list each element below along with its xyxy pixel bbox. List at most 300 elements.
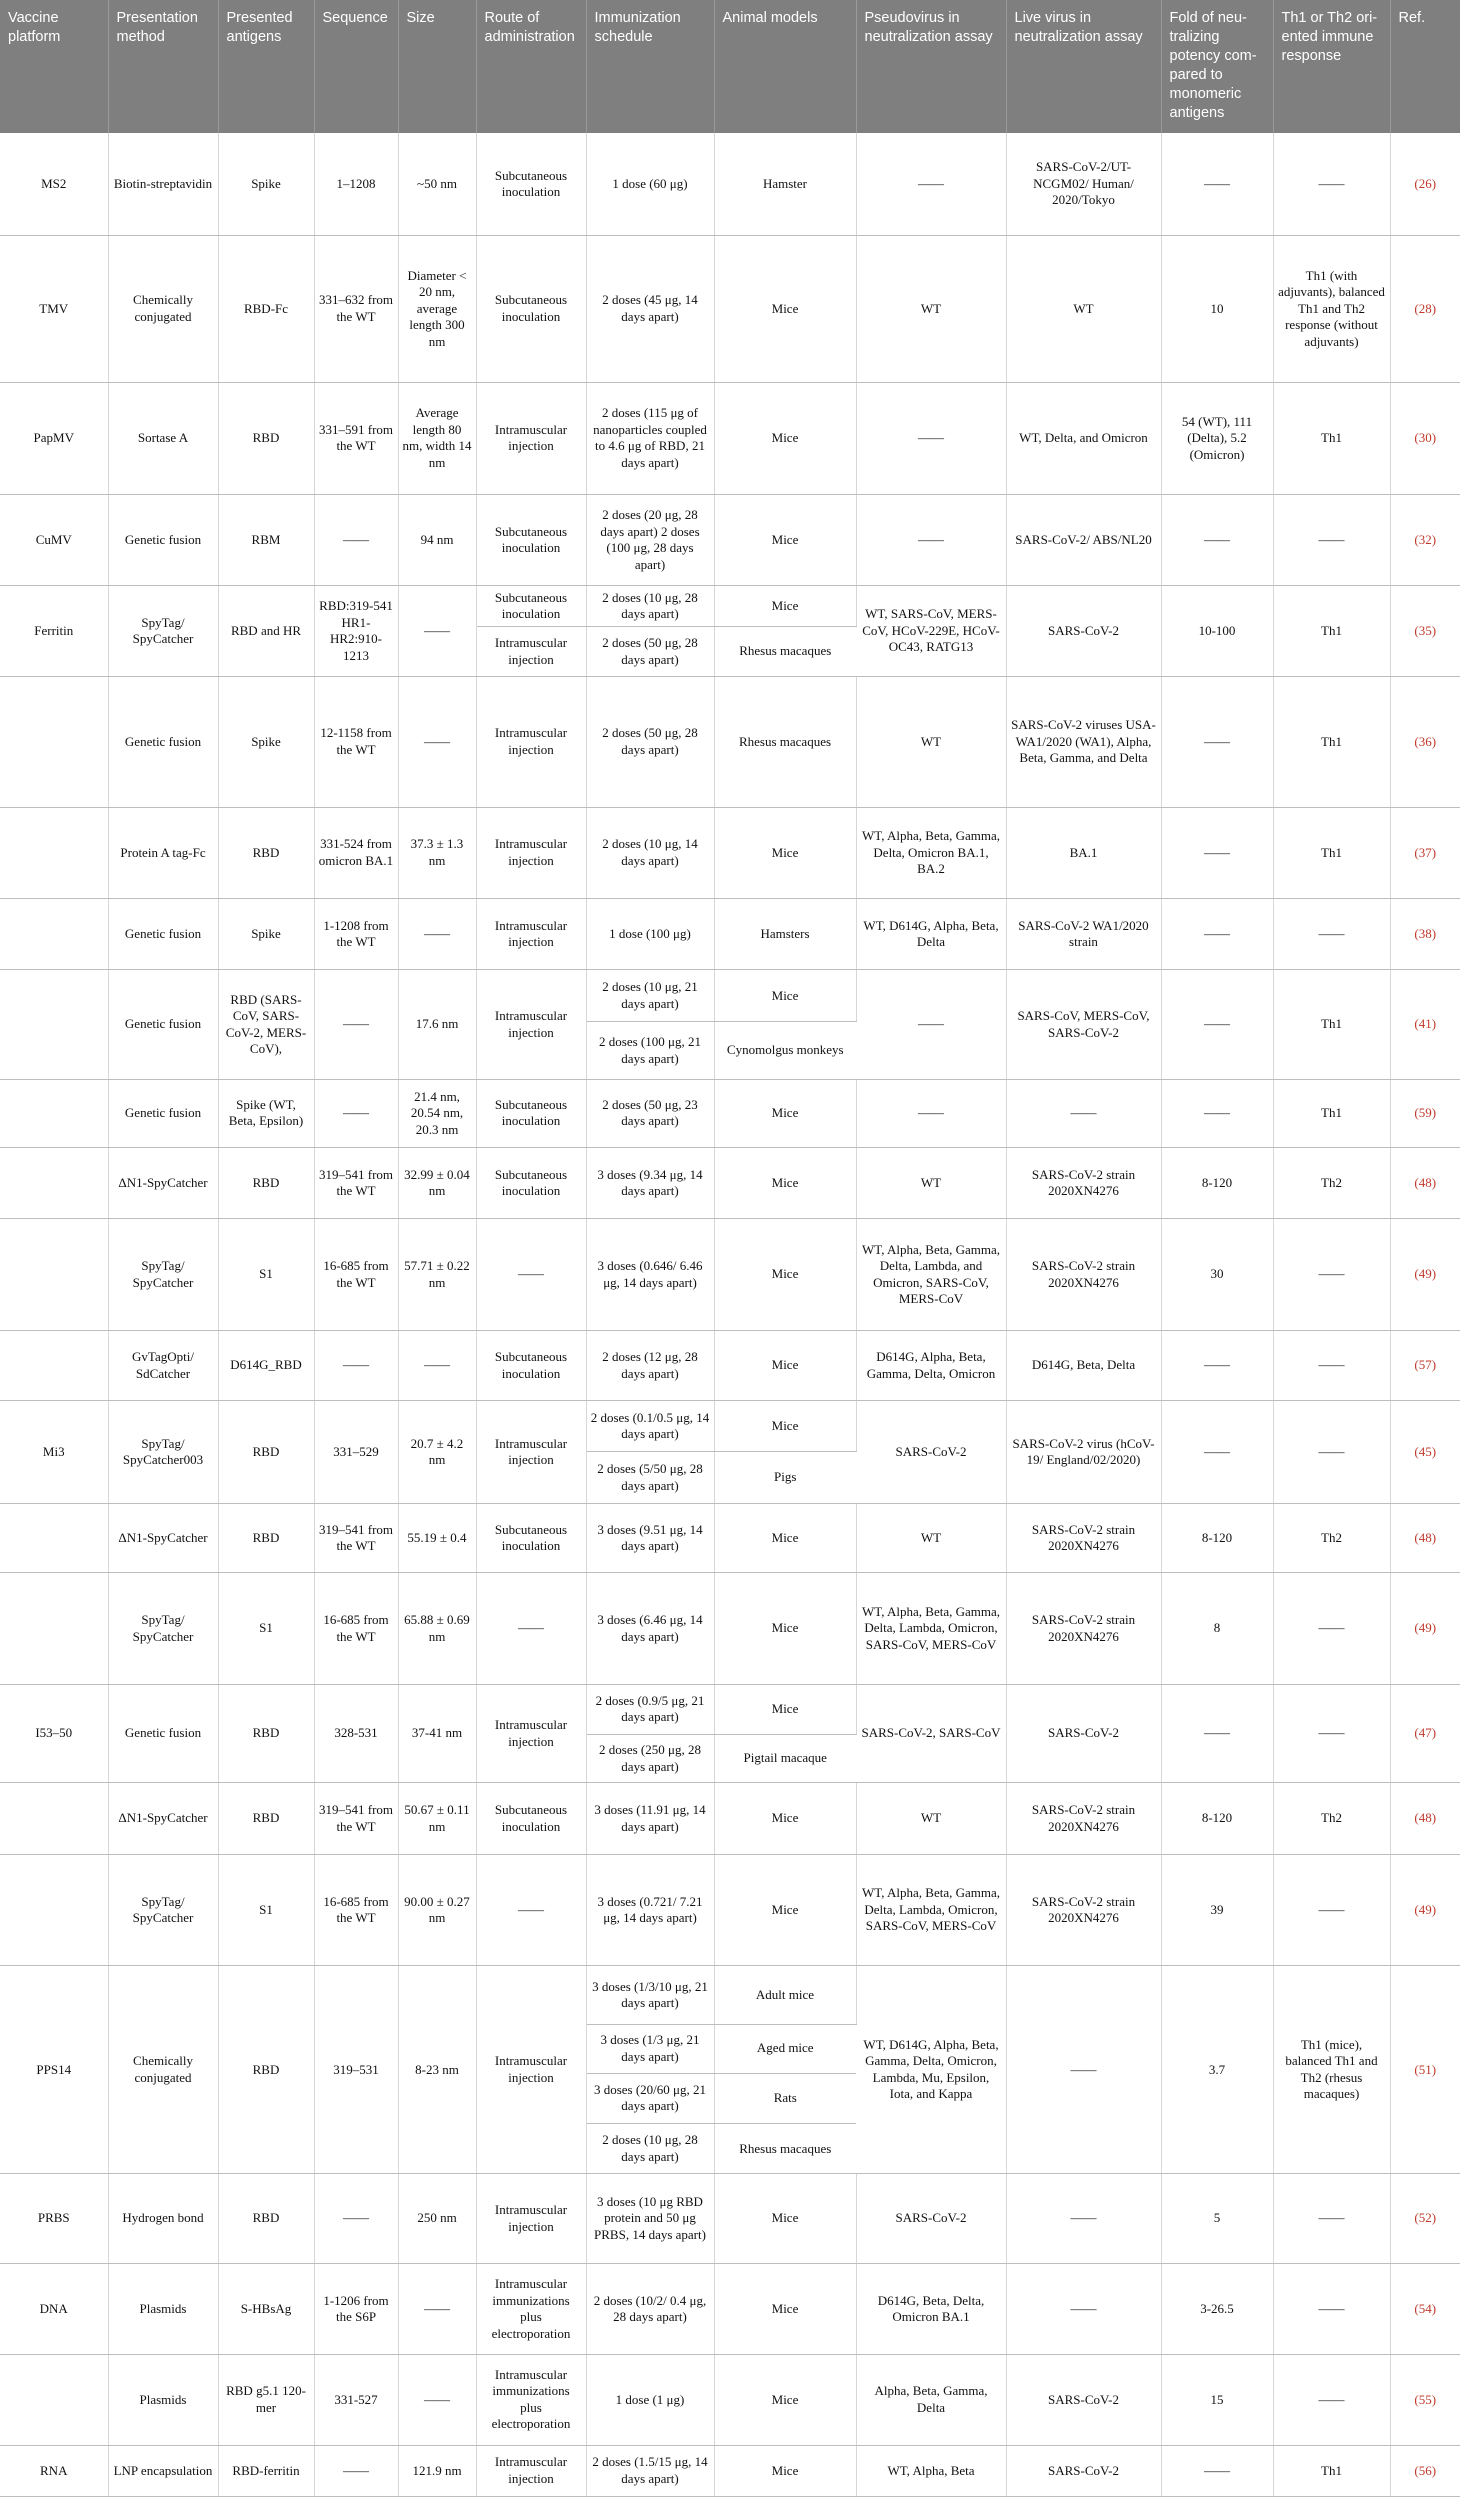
table-cell: 3-26.5 [1161, 2264, 1273, 2355]
table-cell: Th2 [1273, 1147, 1390, 1218]
table-cell: Spike [218, 676, 314, 807]
table-cell: Subcutaneous inoculation [476, 586, 586, 627]
ref-cell: (56) [1390, 2445, 1460, 2496]
table-cell: —— [856, 133, 1006, 236]
table-cell: Protein A tag-Fc [108, 807, 218, 898]
table-cell: —— [476, 1573, 586, 1685]
table-cell: WT [1006, 236, 1161, 382]
table-cell: —— [1273, 1684, 1390, 1783]
table-cell: —— [1161, 1401, 1273, 1504]
table-cell: Th1 [1273, 676, 1390, 807]
ref-cell: (59) [1390, 1079, 1460, 1147]
table-cell: SARS-CoV-2 [856, 1401, 1006, 1504]
table-cell: 2 doses (20 μg, 28 days apart) 2 doses (100 μg, 28 days apart) [586, 495, 714, 586]
table-cell: ~50 nm [398, 133, 476, 236]
table-cell: Cynomolgus monkeys [714, 1022, 856, 1079]
table-cell: Sortase A [108, 382, 218, 495]
table-cell: 2 doses (0.1/0.5 μg, 14 days apart) [586, 1401, 714, 1452]
table-cell: 2 doses (250 μg, 28 days apart) [586, 1734, 714, 1783]
header-immune-response: Th1 or Th2 ori-ented immune response [1273, 0, 1390, 133]
table-cell [0, 676, 108, 807]
table-cell: Th1 [1273, 1079, 1390, 1147]
table-cell [0, 1219, 108, 1331]
table-cell: SARS-CoV-2 [1006, 2355, 1161, 2446]
table-row [0, 676, 1460, 807]
header-presented-antigens: Presented antigens [218, 0, 314, 133]
table-cell: —— [1273, 495, 1390, 586]
table-cell: —— [1006, 1966, 1161, 2174]
table-cell: RBM [218, 495, 314, 586]
table-cell: Intramuscular injection [476, 1684, 586, 1783]
table-row [0, 1684, 1460, 1734]
table-cell: RBD [218, 382, 314, 495]
header-size: Size [398, 0, 476, 133]
table-cell: Mice [714, 1854, 856, 1966]
ref-cell: (57) [1390, 1330, 1460, 1400]
table-cell: 2 doses (50 μg, 23 days apart) [586, 1079, 714, 1147]
table-cell: 2 doses (0.9/5 μg, 21 days apart) [586, 1684, 714, 1734]
table-cell: 319–531 [314, 1966, 398, 2174]
table-cell: 1 dose (100 μg) [586, 898, 714, 969]
table-cell: Genetic fusion [108, 1079, 218, 1147]
table-cell: 94 nm [398, 495, 476, 586]
table-cell: Mice [714, 1330, 856, 1400]
ref-cell: (51) [1390, 1966, 1460, 2174]
table-cell: 3 doses (20/60 μg, 21 days apart) [586, 2073, 714, 2124]
table-cell: PapMV [0, 382, 108, 495]
table-cell: Spike [218, 898, 314, 969]
table-cell: D614G, Alpha, Beta, Gamma, Delta, Omicron [856, 1330, 1006, 1400]
table-cell: Ferritin [0, 586, 108, 677]
table-cell: —— [856, 382, 1006, 495]
table-cell: 55.19 ± 0.4 [398, 1504, 476, 1573]
table-cell [0, 1147, 108, 1218]
table-cell: —— [398, 898, 476, 969]
table-row [0, 1966, 1460, 2024]
table-cell: —— [1161, 807, 1273, 898]
table-cell: RBD:319-541 HR1-HR2:910-1213 [314, 586, 398, 677]
table-cell: Plasmids [108, 2355, 218, 2446]
table-row [0, 1079, 1460, 1147]
table-cell: S1 [218, 1854, 314, 1966]
table-cell: Biotin-streptavidin [108, 133, 218, 236]
table-cell: 2 doses (115 μg of nanoparticles coupled to 4.6 μg of RBD, 21 days apart) [586, 382, 714, 495]
table-cell: Th1 [1273, 2445, 1390, 2496]
header-sequence: Sequence [314, 0, 398, 133]
table-cell: ΔN1-SpyCatcher [108, 1147, 218, 1218]
table-cell: Mice [714, 1219, 856, 1331]
table-cell: 2 doses (1.5/15 μg, 14 days apart) [586, 2445, 714, 2496]
table-cell: WT [856, 236, 1006, 382]
table-cell: Mice [714, 236, 856, 382]
table-cell: WT, SARS-CoV, MERS-CoV, HCoV-229E, HCoV-OC43, RATG13 [856, 586, 1006, 677]
table-cell: Mice [714, 495, 856, 586]
table-cell: Pigtail macaque [714, 1734, 856, 1783]
table-cell: CuMV [0, 495, 108, 586]
table-row [0, 1401, 1460, 1452]
table-cell: —— [398, 1330, 476, 1400]
table-cell: 10-100 [1161, 586, 1273, 677]
ref-cell: (48) [1390, 1504, 1460, 1573]
table-row [0, 2445, 1460, 2496]
table-cell: SARS-CoV-2 strain 2020XN4276 [1006, 1219, 1161, 1331]
table-cell: SpyTag/ SpyCatcher [108, 1854, 218, 1966]
table-cell: Mice [714, 586, 856, 627]
table-cell: 39 [1161, 1854, 1273, 1966]
table-cell: SARS-CoV-2 strain 2020XN4276 [1006, 1573, 1161, 1685]
table-cell: —— [1273, 2174, 1390, 2264]
table-cell: 90.00 ± 0.27 nm [398, 1854, 476, 1966]
table-cell: Mice [714, 1684, 856, 1734]
table-cell: 2 doses (50 μg, 28 days apart) [586, 676, 714, 807]
table-cell: DNA [0, 2264, 108, 2355]
table-cell: SARS-CoV-2, SARS-CoV [856, 1684, 1006, 1783]
table-cell: RBD [218, 1684, 314, 1783]
ref-cell: (49) [1390, 1573, 1460, 1685]
ref-cell: (55) [1390, 2355, 1460, 2446]
table-cell: SpyTag/ SpyCatcher [108, 1573, 218, 1685]
header-pseudovirus: Pseudovirus in neutralization assay [856, 0, 1006, 133]
table-cell: SARS-CoV-2 strain 2020XN4276 [1006, 1147, 1161, 1218]
table-cell: Alpha, Beta, Gamma, Delta [856, 2355, 1006, 2446]
table-cell: —— [1006, 1079, 1161, 1147]
table-cell: S1 [218, 1219, 314, 1331]
table-cell: 3 doses (11.91 μg, 14 days apart) [586, 1783, 714, 1854]
table-cell: 30 [1161, 1219, 1273, 1331]
table-cell: 331–591 from the WT [314, 382, 398, 495]
table-cell: Subcutaneous inoculation [476, 1783, 586, 1854]
table-cell: SARS-CoV-2 WA1/2020 strain [1006, 898, 1161, 969]
table-cell: 2 doses (5/50 μg, 28 days apart) [586, 1452, 714, 1504]
table-cell: Rats [714, 2073, 856, 2124]
table-cell: —— [1273, 1573, 1390, 1685]
table-cell: RBD [218, 1504, 314, 1573]
table-cell: Intramuscular injection [476, 1966, 586, 2174]
table-cell: D614G, Beta, Delta, Omicron BA.1 [856, 2264, 1006, 2355]
table-cell: —— [398, 586, 476, 677]
table-cell: RBD [218, 1401, 314, 1504]
table-cell: Th2 [1273, 1783, 1390, 1854]
table-cell: 1-1208 from the WT [314, 898, 398, 969]
table-cell [0, 1783, 108, 1854]
table-cell: RBD [218, 1783, 314, 1854]
table-cell: —— [1161, 2445, 1273, 2496]
table-cell: D614G_RBD [218, 1330, 314, 1400]
ref-cell: (48) [1390, 1783, 1460, 1854]
table-row [0, 586, 1460, 627]
table-cell: —— [1161, 970, 1273, 1079]
table-cell: Hamster [714, 133, 856, 236]
table-cell [0, 1854, 108, 1966]
table-cell: Th2 [1273, 1504, 1390, 1573]
table-cell: WT, Alpha, Beta, Gamma, Delta, Lambda, Omicron, SARS-CoV, MERS-CoV [856, 1573, 1006, 1685]
ref-cell: (37) [1390, 807, 1460, 898]
table-cell: —— [1006, 2174, 1161, 2264]
table-cell: —— [476, 1219, 586, 1331]
table-cell: Aged mice [714, 2024, 856, 2073]
table-cell: Intramuscular immunizations plus electroporation [476, 2264, 586, 2355]
table-cell: SARS-CoV-2 strain 2020XN4276 [1006, 1504, 1161, 1573]
header-fold-potency: Fold of neu-tralizing potency com-pared to monomeric antigens [1161, 0, 1273, 133]
table-cell: —— [856, 1079, 1006, 1147]
table-cell: —— [1161, 898, 1273, 969]
table-cell: 331-527 [314, 2355, 398, 2446]
table-cell: Intramuscular injection [476, 970, 586, 1079]
table-cell: 8-120 [1161, 1783, 1273, 1854]
table-cell: SARS-CoV-2 [856, 2174, 1006, 2264]
table-cell: SARS-CoV-2 viruses USA-WA1/2020 (WA1), Alpha, Beta, Gamma, and Delta [1006, 676, 1161, 807]
table-cell: GvTagOpti/ SdCatcher [108, 1330, 218, 1400]
table-cell: 5 [1161, 2174, 1273, 2264]
table-cell: Intramuscular injection [476, 898, 586, 969]
table-cell: RNA [0, 2445, 108, 2496]
table-cell: Subcutaneous inoculation [476, 1147, 586, 1218]
table-cell: SARS-CoV-2/UT-NCGM02/ Human/ 2020/Tokyo [1006, 133, 1161, 236]
table-cell: Mice [714, 382, 856, 495]
table-cell: 32.99 ± 0.04 nm [398, 1147, 476, 1218]
table-cell [0, 970, 108, 1079]
table-cell: —— [856, 970, 1006, 1079]
table-cell: 20.7 ± 4.2 nm [398, 1401, 476, 1504]
header-presentation-method: Presentation method [108, 0, 218, 133]
ref-cell: (28) [1390, 236, 1460, 382]
table-cell: LNP encapsulation [108, 2445, 218, 2496]
table-cell: —— [398, 2355, 476, 2446]
table-cell: Mice [714, 2174, 856, 2264]
table-row [0, 1504, 1460, 1573]
table-cell: Spike [218, 133, 314, 236]
table-cell: 3 doses (6.46 μg, 14 days apart) [586, 1573, 714, 1685]
table-row [0, 898, 1460, 969]
table-cell: Mice [714, 807, 856, 898]
table-cell: 3 doses (0.721/ 7.21 μg, 14 days apart) [586, 1854, 714, 1966]
table-cell: I53–50 [0, 1684, 108, 1783]
table-cell: —— [1273, 1854, 1390, 1966]
table-cell [0, 807, 108, 898]
table-cell: Intramuscular immunizations plus electroporation [476, 2355, 586, 2446]
table-body [0, 133, 1460, 2497]
table-cell: Subcutaneous inoculation [476, 1504, 586, 1573]
ref-cell: (48) [1390, 1147, 1460, 1218]
table-cell: Genetic fusion [108, 676, 218, 807]
table-cell: —— [856, 495, 1006, 586]
table-cell: Diameter < 20 nm, average length 300 nm [398, 236, 476, 382]
table-cell [0, 1504, 108, 1573]
table-cell: 8-120 [1161, 1147, 1273, 1218]
table-cell: 8-23 nm [398, 1966, 476, 2174]
table-cell: Intramuscular injection [476, 676, 586, 807]
table-cell: SARS-CoV-2 strain 2020XN4276 [1006, 1854, 1161, 1966]
table-cell [0, 898, 108, 969]
table-cell: —— [1273, 898, 1390, 969]
table-cell: WT [856, 1783, 1006, 1854]
table-cell: —— [1273, 1401, 1390, 1504]
table-cell: —— [476, 1854, 586, 1966]
table-cell: SARS-CoV-2/ ABS/NL20 [1006, 495, 1161, 586]
table-cell: Mice [714, 1573, 856, 1685]
table-row [0, 2355, 1460, 2446]
table-cell: Subcutaneous inoculation [476, 495, 586, 586]
table-cell: 3 doses (1/3/10 μg, 21 days apart) [586, 1966, 714, 2024]
table-cell: WT, Alpha, Beta, Gamma, Delta, Omicron BA.1, BA.2 [856, 807, 1006, 898]
table-cell: 319–541 from the WT [314, 1147, 398, 1218]
table-cell: 3 doses (10 μg RBD protein and 50 μg PRBS, 14 days apart) [586, 2174, 714, 2264]
table-cell: RBD-ferritin [218, 2445, 314, 2496]
table-cell: —— [1161, 1684, 1273, 1783]
table-cell: BA.1 [1006, 807, 1161, 898]
ref-cell: (38) [1390, 898, 1460, 969]
table-cell: WT [856, 1147, 1006, 1218]
table-cell: Subcutaneous inoculation [476, 1330, 586, 1400]
table-cell: S1 [218, 1573, 314, 1685]
table-cell: Chemically conjugated [108, 1966, 218, 2174]
header-route: Route of administration [476, 0, 586, 133]
table-cell: WT, D614G, Alpha, Beta, Delta [856, 898, 1006, 969]
table-cell: —— [314, 2445, 398, 2496]
table-cell: —— [1273, 1219, 1390, 1331]
table-cell: 1 dose (60 μg) [586, 133, 714, 236]
table-cell: —— [1273, 133, 1390, 236]
table-cell: —— [1161, 1079, 1273, 1147]
table-cell: Th1 (with adjuvants), balanced Th1 and Th2 response (without adjuvants) [1273, 236, 1390, 382]
table-cell: —— [1161, 676, 1273, 807]
table-cell: PRBS [0, 2174, 108, 2264]
table-cell: SpyTag/ SpyCatcher003 [108, 1401, 218, 1504]
table-cell: 2 doses (10/2/ 0.4 μg, 28 days apart) [586, 2264, 714, 2355]
table-cell: RBD (SARS-CoV, SARS-CoV-2, MERS-CoV), [218, 970, 314, 1079]
table-cell: —— [314, 1330, 398, 1400]
table-cell: WT, D614G, Alpha, Beta, Gamma, Delta, Omicron, Lambda, Mu, Epsilon, Iota, and Kappa [856, 1966, 1006, 2174]
table-cell: Intramuscular injection [476, 2174, 586, 2264]
table-cell: Mice [714, 2445, 856, 2496]
table-cell: 2 doses (10 μg, 28 days apart) [586, 586, 714, 627]
table-cell: Hydrogen bond [108, 2174, 218, 2264]
table-cell: 331-524 from omicron BA.1 [314, 807, 398, 898]
table-cell: Th1 [1273, 382, 1390, 495]
table-cell: 2 doses (45 μg, 14 days apart) [586, 236, 714, 382]
table-cell: 57.71 ± 0.22 nm [398, 1219, 476, 1331]
table-cell: RBD [218, 1966, 314, 2174]
header-vaccine-platform: Vaccine platform [0, 0, 108, 133]
table-cell: Adult mice [714, 1966, 856, 2024]
header-animal-models: Animal models [714, 0, 856, 133]
table-cell: RBD [218, 807, 314, 898]
table-cell: Subcutaneous inoculation [476, 1079, 586, 1147]
table-row [0, 236, 1460, 382]
table-row [0, 807, 1460, 898]
ref-cell: (54) [1390, 2264, 1460, 2355]
table-cell: Spike (WT, Beta, Epsilon) [218, 1079, 314, 1147]
ref-cell: (52) [1390, 2174, 1460, 2264]
table-cell: 331–632 from the WT [314, 236, 398, 382]
table-cell: Rhesus macaques [714, 2124, 856, 2174]
table-cell [0, 2355, 108, 2446]
table-cell: —— [1006, 2264, 1161, 2355]
table-row [0, 1330, 1460, 1400]
table-cell: Average length 80 nm, width 14 nm [398, 382, 476, 495]
table-cell: 54 (WT), 111 (Delta), 5.2 (Omicron) [1161, 382, 1273, 495]
table-cell: Th1 [1273, 970, 1390, 1079]
table-row [0, 1783, 1460, 1854]
table-cell: 1 dose (1 μg) [586, 2355, 714, 2446]
table-cell: 2 doses (10 μg, 14 days apart) [586, 807, 714, 898]
table-cell: 2 doses (10 μg, 28 days apart) [586, 2124, 714, 2174]
table-cell: Mice [714, 1401, 856, 1452]
ref-cell: (45) [1390, 1401, 1460, 1504]
table-cell: 250 nm [398, 2174, 476, 2264]
table-cell: Pigs [714, 1452, 856, 1504]
ref-cell: (47) [1390, 1684, 1460, 1783]
table-cell [0, 1330, 108, 1400]
table-cell: Mice [714, 970, 856, 1022]
table-cell: 1-1206 from the S6P [314, 2264, 398, 2355]
table-cell: 17.6 nm [398, 970, 476, 1079]
ref-cell: (32) [1390, 495, 1460, 586]
table-cell: 50.67 ± 0.11 nm [398, 1783, 476, 1854]
table-row [0, 2174, 1460, 2264]
table-cell: —— [398, 676, 476, 807]
table-cell: SARS-CoV-2 [1006, 1684, 1161, 1783]
table-cell: 21.4 nm, 20.54 nm, 20.3 nm [398, 1079, 476, 1147]
table-cell: 2 doses (12 μg, 28 days apart) [586, 1330, 714, 1400]
table-cell: 319–541 from the WT [314, 1504, 398, 1573]
table-cell: Th1 [1273, 586, 1390, 677]
table-cell: Chemically conjugated [108, 236, 218, 382]
table-cell: —— [1161, 495, 1273, 586]
table-cell: Genetic fusion [108, 1684, 218, 1783]
table-cell: WT [856, 676, 1006, 807]
table-cell: Mice [714, 2355, 856, 2446]
table-cell: 328-531 [314, 1684, 398, 1783]
ref-cell: (49) [1390, 1854, 1460, 1966]
table-cell: RBD-Fc [218, 236, 314, 382]
table-cell: SpyTag/ SpyCatcher [108, 586, 218, 677]
table-cell: —— [314, 2174, 398, 2264]
table-cell: 10 [1161, 236, 1273, 382]
table-row [0, 133, 1460, 236]
table-cell: 16-685 from the WT [314, 1219, 398, 1331]
table-cell: Subcutaneous inoculation [476, 236, 586, 382]
table-cell: 2 doses (10 μg, 21 days apart) [586, 970, 714, 1022]
table-cell: —— [314, 1079, 398, 1147]
table-cell: Subcutaneous inoculation [476, 133, 586, 236]
table-cell: Intramuscular injection [476, 382, 586, 495]
table-cell: 319–541 from the WT [314, 1783, 398, 1854]
table-cell: —— [314, 970, 398, 1079]
header-row [0, 0, 1460, 133]
table-cell: WT, Alpha, Beta, Gamma, Delta, Lambda, and Omicron, SARS-CoV, MERS-CoV [856, 1219, 1006, 1331]
table-cell: Rhesus macaques [714, 676, 856, 807]
table-cell: SARS-CoV-2 strain 2020XN4276 [1006, 1783, 1161, 1854]
table-cell: —— [314, 495, 398, 586]
table-cell: Intramuscular injection [476, 2445, 586, 2496]
table-cell: 65.88 ± 0.69 nm [398, 1573, 476, 1685]
table-cell: 331–529 [314, 1401, 398, 1504]
table-cell: 2 doses (50 μg, 28 days apart) [586, 627, 714, 677]
table-cell: —— [1273, 2355, 1390, 2446]
table-cell: SARS-CoV-2 virus (hCoV-19/ England/02/2020) [1006, 1401, 1161, 1504]
table-cell: 8 [1161, 1573, 1273, 1685]
table-cell: PPS14 [0, 1966, 108, 2174]
header-ref: Ref. [1390, 0, 1460, 133]
table-cell: Genetic fusion [108, 970, 218, 1079]
table-cell: SARS-CoV-2 [1006, 2445, 1161, 2496]
table-cell: 3 doses (9.34 μg, 14 days apart) [586, 1147, 714, 1218]
table-cell: Intramuscular injection [476, 807, 586, 898]
table-cell: 15 [1161, 2355, 1273, 2446]
table-cell: 37-41 nm [398, 1684, 476, 1783]
header-live-virus: Live virus in neutralization assay [1006, 0, 1161, 133]
